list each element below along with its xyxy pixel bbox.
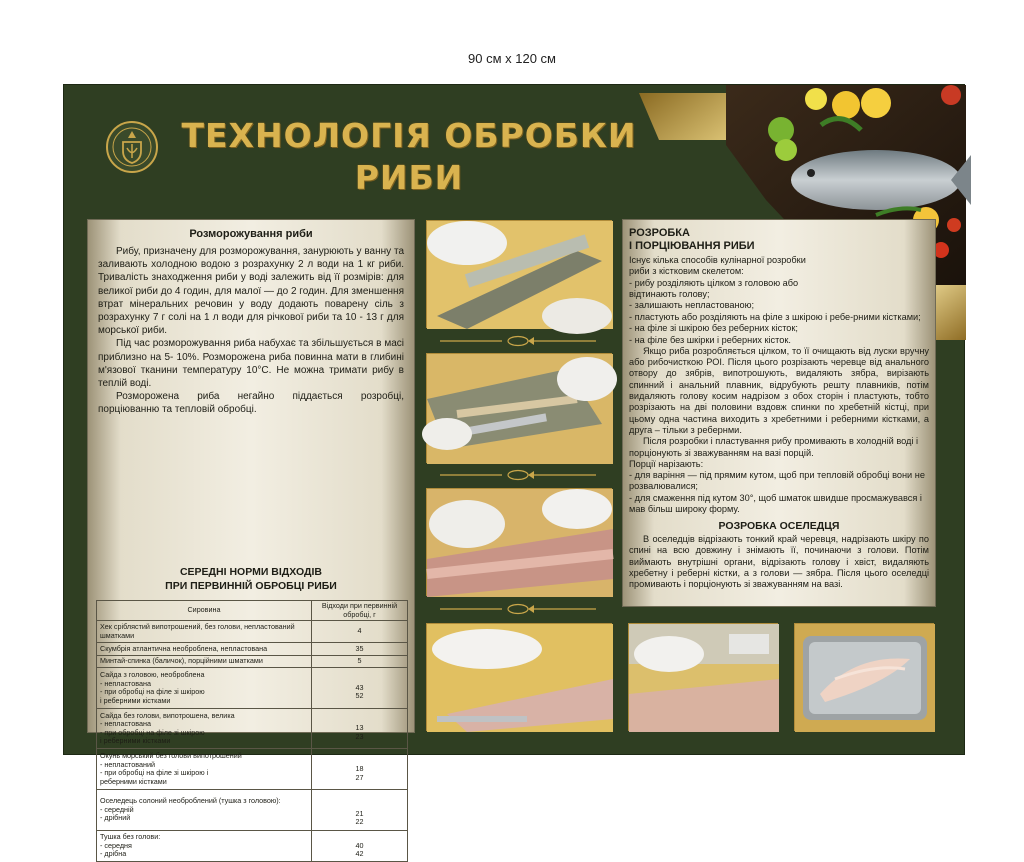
photo-fillets-in-tray xyxy=(794,623,934,731)
cutting-list-block xyxy=(629,312,929,515)
table-cell-waste: 43 52 xyxy=(312,668,408,709)
defrost-title: Розморожування риби xyxy=(189,228,313,240)
photo-filleting-fish xyxy=(426,488,612,596)
herring-text: В оселедців відрізають тонкий край черевця, надрізають шкіру по спині на всю довжину і знімають її, починаючи з голови. Потім виймають внутрішні органи, відрізають голову і хвіст, видаляють хребетну і реберні кістки, а з голови — зябра. Після цього оселедці промивають і порціонують зі зважуванням на вазі. xyxy=(629,534,929,590)
cutting-list-item: - на філе зі шкірою без реберних кісток; xyxy=(629,323,798,334)
cutting-title-line-1: РОЗРОБКА xyxy=(629,227,690,239)
poster-board xyxy=(63,84,965,859)
fish-divider-icon xyxy=(440,335,596,347)
cutting-list-item: - на філе без шкірки і реберних кісток. xyxy=(629,334,791,345)
table-cell-material: Минтай-спинка (баличок), порційними шматками xyxy=(97,655,312,668)
table-cell-waste: 21 22 xyxy=(312,790,408,831)
table-row xyxy=(97,830,408,861)
fish-divider-icon xyxy=(440,603,596,615)
fish-divider-icon xyxy=(440,469,596,481)
table-row xyxy=(97,668,408,709)
cutting-panel xyxy=(622,219,936,607)
cutting-title-line-2: І ПОРЦІЮВАННЯ РИБИ xyxy=(629,240,755,252)
table-row xyxy=(97,655,408,668)
cutting-paragraph-3: Порції нарізають: xyxy=(629,458,704,469)
cutting-list-item: - залишають непластованою; xyxy=(629,300,755,311)
table-row xyxy=(97,790,408,831)
photo-skinning-fillet xyxy=(426,623,612,731)
cutting-list-item: - пластують або розділяють на філе з шкірою і ребе-рними кістками; xyxy=(629,312,921,322)
waste-norms-table xyxy=(96,600,408,862)
table-cell-waste: 35 xyxy=(312,643,408,656)
table-cell-material: Оселедець солоний необроблений (тушка з головою): - середній - дрібний xyxy=(97,790,312,831)
cutting-intro-block xyxy=(629,255,809,311)
table-row xyxy=(97,643,408,656)
photo-removing-bones xyxy=(628,623,778,731)
emblem-icon xyxy=(106,119,158,175)
table-row xyxy=(97,749,408,790)
table-header-waste: Відходи при первинній обробці, г xyxy=(312,601,408,621)
table-cell-material: Тушка без голови: - середня - дрібна xyxy=(97,830,312,861)
cutting-paragraph-5: - для смаження під кутом 30°, щоб шматок швидше просмажувався і мав більш широку форму. xyxy=(629,492,922,515)
table-cell-material: Хек сріблястий випотрошений, без голови, непластований шматками xyxy=(97,621,312,643)
table-cell-material: Скумбрія атлантична необроблена, непластована xyxy=(97,643,312,656)
table-cell-waste: 13 23 xyxy=(312,708,408,749)
table-row xyxy=(97,621,408,643)
defrost-paragraph-3: Розморожена риба негайно піддається розробці, порціюванню та тепловій обробці. xyxy=(98,391,404,416)
norms-title: СЕРЕДНІ НОРМИ ВІДХОДІВ xyxy=(179,566,323,578)
page-title: ТЕХНОЛОГІЯ ОБРОБКИ РИБИ xyxy=(181,116,637,197)
cutting-paragraph-2: Після розробки і пластування рибу промивають в холодній воді і порціонують зі зважуванням на вазі порцій. xyxy=(629,436,918,458)
table-cell-waste: 40 42 xyxy=(312,830,408,861)
photo-gutting-fish xyxy=(426,353,612,463)
norms-subtitle: ПРИ ПЕРВИННІЙ ОБРОБЦІ РИБИ xyxy=(165,580,337,592)
table-header-material: Сировина xyxy=(97,601,312,621)
cutting-list-item: - рибу розділяють цілком з головою або відтинають голову; xyxy=(629,277,799,299)
cutting-paragraph-1: Якщо риба розробляється цілком, то її очищають від луски вручну або рибочисткою РОІ. Після цього розрізають черевце від анального отвору до зябрів, випотрошують, видаляють зябра, вирізають спинний і анальний плавник, відрубують решту плавників, потім видаляють голову косим надрізом з обох сторін і пластують, тобто розрізають на дві половини вздовж спинки по хребетній кістці, при цьому одна частина виходить з хребетними і реберними кістками, а друга – тільки з ребернми. xyxy=(629,345,929,435)
table-cell-material: Окунь морський без голови випотрошений - непластований - при обробці на філе зі шкірою і реберними кістками xyxy=(97,749,312,790)
defrost-paragraph-1: Рибу, призначену для розморожування, занурюють у ванну та заливають холодною водою з розрахунку 2 л води на 1 кг риби. Тривалість знаходження риби у воді залежить від її розмірів: для великої риби до 4 годин, для малої — до 2 годин. Для зменшення втрат мінеральних речовин у воду додають поварену сіль з розрахунку 7 г солі на 1 л води для річкової риби та 10 - 13 г для морської риби. xyxy=(98,246,404,337)
table-cell-material: Сайда з головою, необроблена - непластована - при обробці на філе зі шкірою і реберними кістками xyxy=(97,668,312,709)
table-cell-waste: 4 xyxy=(312,621,408,643)
size-label: 90 см х 120 см xyxy=(468,51,556,66)
defrost-panel xyxy=(87,219,415,859)
cutting-intro: Існує кілька способів кулінарної розробки риби з кістковим скелетом: xyxy=(629,255,806,277)
photo-cleaning-fish xyxy=(426,220,612,328)
defrost-body xyxy=(98,245,404,417)
table-cell-waste: 5 xyxy=(312,655,408,668)
defrost-paragraph-2: Під час розморожування риба набухає та збільшується в масі приблизно на 5- 10%. Розморожена риба повинна мати в глибині м'язової тканини температуру 10°С. Не можна тримати рибу в теплій воді. xyxy=(98,338,404,390)
cutting-paragraph-4: - для варіння — під прямим кутом, щоб при тепловій обробці вони не розвалювалися; xyxy=(629,470,925,492)
table-cell-waste: 18 27 xyxy=(312,749,408,790)
table-cell-material: Сайда без голови, випотрошена, велика - непластована - при обробці на філе зі шкірою і реберними кістками xyxy=(97,708,312,749)
herring-title: РОЗРОБКА ОСЕЛЕДЦЯ xyxy=(718,520,840,532)
table-row xyxy=(97,708,408,749)
